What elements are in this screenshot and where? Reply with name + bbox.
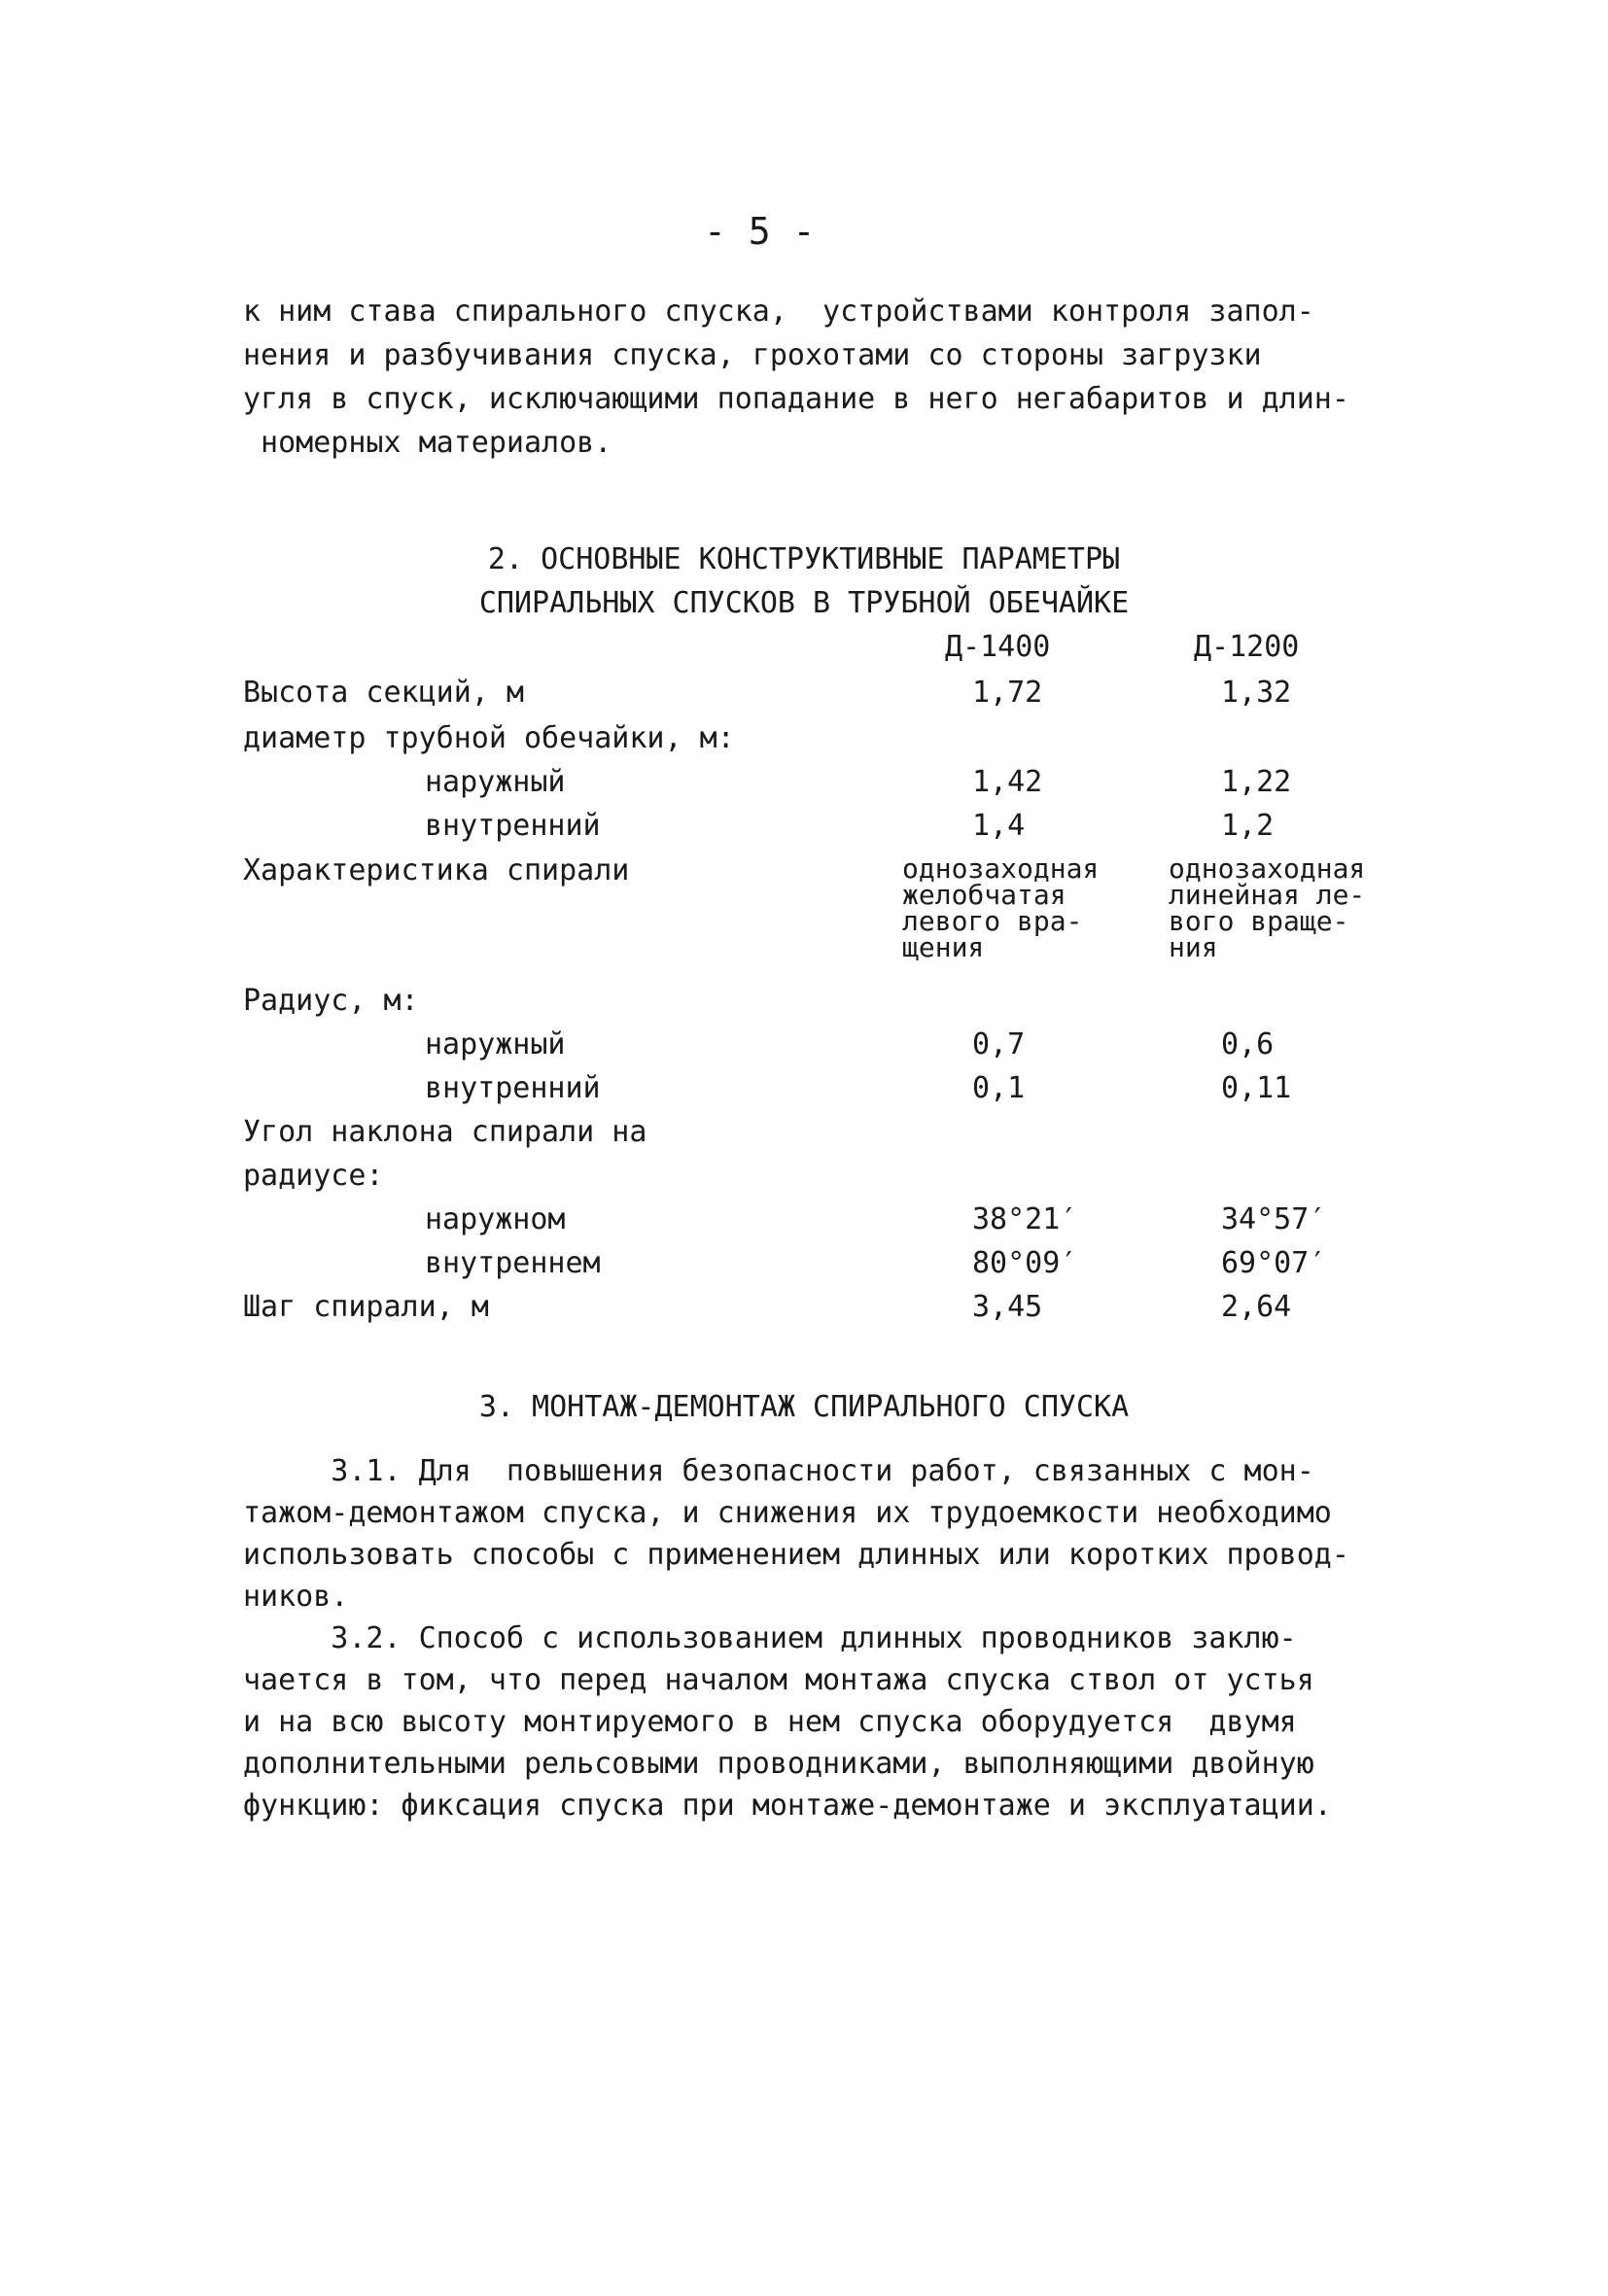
row-label-diameter-inner: внутренний <box>425 809 601 843</box>
intro-paragraph <box>243 290 1349 465</box>
section-2-heading <box>0 538 1608 625</box>
row-label-spiral-char: Характеристика спирали <box>243 853 630 887</box>
row-label-diameter: диаметр трубной обечайки, м: <box>243 721 735 755</box>
value-spiral-char-d1200: однозаходная линейная ле- вого враще- ния <box>1169 852 1366 963</box>
value-angle-outer-d1200: 34°57′ <box>1221 1202 1327 1236</box>
section-3-heading: 3. МОНТАЖ-ДЕМОНТАЖ СПИРАЛЬНОГО СПУСКА <box>478 1390 1130 1424</box>
row-label-radius-inner: внутренний <box>425 1071 601 1105</box>
text-line: к ним става спирального спуска, устройствами контроля запол- <box>243 295 1314 329</box>
column-header-d1200: Д-1200 <box>1194 630 1300 664</box>
text-line: угля в спуск, исключающими попадание в него негабаритов и длин- <box>243 382 1349 416</box>
value-pitch-d1200: 2,64 <box>1221 1290 1292 1324</box>
text-line: чается в том, что перед началом монтажа спуска ствол от устья <box>243 1663 1314 1697</box>
value-diameter-outer-d1400: 1,42 <box>972 765 1043 799</box>
text-line: 3.2. Способ с использованием длинных проводников заклю- <box>243 1621 1297 1655</box>
value-height-d1400: 1,72 <box>972 676 1043 710</box>
row-label-radius: Радиус, м: <box>243 984 419 1018</box>
text-line: тажом-демонтажом спуска, и снижения их трудоемкости необходимо <box>243 1496 1332 1530</box>
row-label-angle-inner: внутреннем <box>425 1246 601 1280</box>
value-angle-inner-d1400: 80°09′ <box>972 1246 1078 1280</box>
value-diameter-inner-d1400: 1,4 <box>972 809 1026 843</box>
page-number: - 5 - <box>704 210 816 253</box>
value-pitch-d1400: 3,45 <box>972 1290 1043 1324</box>
row-label-angle-2: радиусе: <box>243 1159 384 1193</box>
text-line: 3.1. Для повышения безопасности работ, связанных с мон- <box>243 1454 1314 1488</box>
row-label-pitch: Шаг спирали, м <box>243 1290 489 1324</box>
row-label-angle-1: Угол наклона спирали на <box>243 1115 647 1149</box>
text-line: нения и разбучивания спуска, грохотами со стороны загрузки <box>243 338 1262 372</box>
row-label-diameter-outer: наружный <box>425 765 566 799</box>
text-line: дополнительными рельсовыми проводниками, выполняющими двойную <box>243 1747 1314 1781</box>
column-header-d1400: Д-1400 <box>945 630 1051 664</box>
value-radius-inner-d1400: 0,1 <box>972 1071 1026 1105</box>
text-line: функцию: фиксация спуска при монтаже-демонтаже и эксплуатации. <box>243 1789 1332 1823</box>
value-spiral-char-d1400: однозаходная желобчатая левого вра- щения <box>902 852 1100 963</box>
text-line: ников. <box>243 1580 349 1614</box>
value-radius-outer-d1400: 0,7 <box>972 1027 1026 1061</box>
value-radius-inner-d1200: 0,11 <box>1221 1071 1292 1105</box>
value-angle-inner-d1200: 69°07′ <box>1221 1246 1327 1280</box>
text-line: и на всю высоту монтируемого в нем спуска оборудуется двумя <box>243 1705 1297 1739</box>
section-2-title-line-2: СПИРАЛЬНЫХ СПУСКОВ В ТРУБНОЙ ОБЕЧАЙКЕ <box>478 586 1130 620</box>
value-angle-outer-d1400: 38°21′ <box>972 1202 1078 1236</box>
row-label-angle-outer: наружном <box>425 1202 566 1236</box>
value-height-d1200: 1,32 <box>1221 676 1292 710</box>
value-diameter-inner-d1200: 1,2 <box>1221 809 1275 843</box>
text-line: использовать способы с применением длинных или коротких провод- <box>243 1538 1349 1572</box>
value-diameter-outer-d1200: 1,22 <box>1221 765 1292 799</box>
row-label-height: Высота секций, м <box>243 676 524 710</box>
row-label-radius-outer: наружный <box>425 1027 566 1061</box>
text-line: номерных материалов. <box>243 426 612 460</box>
section-2-title-line-1: 2. ОСНОВНЫЕ КОНСТРУКТИВНЫЕ ПАРАМЕТРЫ <box>487 542 1121 576</box>
section-3-body <box>243 1450 1349 1826</box>
value-radius-outer-d1200: 0,6 <box>1221 1027 1275 1061</box>
